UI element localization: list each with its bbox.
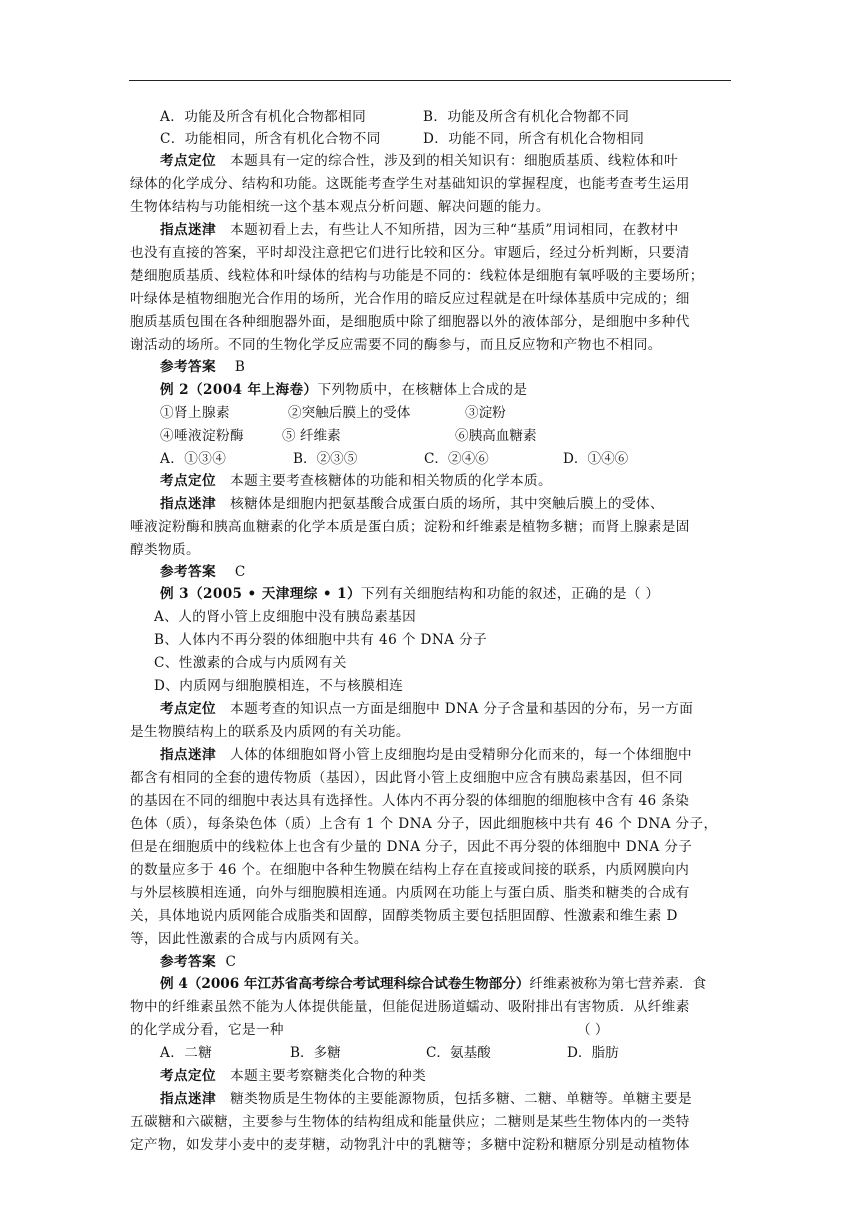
q4-kd-label: 考点定位 (160, 1068, 216, 1084)
q2-item-2: ②突触后膜上的受体 (288, 405, 411, 421)
q1-zd-line-3: 楚细胞质基质、线粒体和叶绿体的结构与功能是不同的：线粒体是细胞有氧呼吸的主要场所； (130, 268, 704, 284)
q3-title: 例 3（2005 • 天津理综 • 1） (160, 586, 361, 602)
q2-zd-line-2: 唾液淀粉酶和胰高血糖素的化学本质是蛋白质；淀粉和纤维素是植物多糖；而肾上腺素是固 (130, 519, 690, 535)
q1-zd-line-4: 叶绿体是植物细胞光合作用的场所，光合作用的暗反应过程就是在叶绿体基质中完成的；细 (130, 291, 690, 307)
q1-answer-label: 参考答案 (160, 359, 216, 375)
q2-answer-label: 参考答案 (160, 564, 216, 580)
q2-answer (160, 562, 246, 584)
q3-zd-label: 指点迷津 (160, 747, 216, 763)
q3-option-a: A、人的肾小管上皮细胞中没有胰岛素基因 (154, 609, 417, 625)
q4-option-d: D．脂肪 (567, 1045, 619, 1061)
q1-zd-line-2: 也没有直接的答案，平时却没注意把它们进行比较和区分。审题后，经过分析判断，只要清 (130, 245, 690, 261)
q4-option-a: A．二糖 (160, 1045, 213, 1061)
q1-kd-line-1: 考点定位 本题具有一定的综合性，涉及到的相关知识有：细胞质基质、线粒体和叶 (160, 153, 678, 169)
q2-title: 例 2（2004 年上海卷） (160, 382, 318, 398)
q3-zd-line-2: 都含有相同的全套的遗传物质（基因），因此肾小管上皮细胞中应含有胰岛素基因，但不同 (130, 770, 683, 786)
q1-option-c: C．功能相同，所含有机化合物不同 (160, 131, 381, 147)
q4-stem-line-3: 的化学成分看，它是一种 (130, 1022, 284, 1038)
q2-answer-value: C (234, 564, 246, 580)
q3-zd-line-5: 但是在细胞质中的线粒体上也含有少量的 DNA 分子，因此不再分裂的体细胞中 DNA 分子 (130, 839, 693, 855)
q1-zd-label: 指点迷津 (160, 222, 216, 238)
q3-zd-line-9: 等，因此性激素的合成与内质网有关。 (130, 931, 368, 947)
q3-option-d: D、内质网与细胞膜相连，不与核膜相连 (154, 678, 404, 694)
q2-item-4: ④唾液淀粉酶 (160, 428, 244, 444)
q2-kd: 考点定位 本题主要考查核糖体的功能和相关物质的化学本质。 (160, 473, 553, 489)
q4-answer-blank: （ ） (577, 1022, 609, 1038)
q4-option-c: C．氨基酸 (426, 1045, 491, 1061)
q3-answer (160, 952, 236, 974)
q1-answer (160, 357, 245, 379)
q1-option-d: D．功能不同，所含有机化合物相同 (423, 131, 645, 147)
q2-zd-line-3: 醇类物质。 (130, 542, 200, 558)
q2-zd-label: 指点迷津 (160, 496, 216, 512)
q1-kd-label: 考点定位 (160, 153, 216, 169)
q4-title: 例 4（2006 年江苏省高考综合考试理科综合试卷生物部分） (160, 976, 530, 992)
q3-zd-line-8: 关，具体地说内质网能合成脂类和固醇，固醇类物质主要包括胆固醇、性激素和维生素 D (130, 908, 678, 924)
q3-stem: 例 3（2005 • 天津理综 • 1）下列有关细胞结构和功能的叙述，正确的是（ ） (160, 586, 660, 602)
q3-zd-line-4: 色体（质），每条染色体（质）上含有 1 个 DNA 分子，因此细胞核中共有 46 个 DNA 分子， (130, 816, 718, 832)
q3-answer-label: 参考答案 (160, 954, 216, 970)
q1-option-b: B．功能及所含有机化合物都不同 (423, 109, 630, 125)
q2-item-6: ⑥胰高血糖素 (455, 428, 537, 444)
q3-answer-value: C (225, 954, 237, 970)
q2-stem: 例 2（2004 年上海卷）下列物质中，在核糖体上合成的是 (160, 382, 528, 398)
q4-zd-line-3: 定产物，如发芽小麦中的麦芽糖，动物乳汁中的乳糖等；多糖中淀粉和糖原分别是动植物体 (130, 1137, 690, 1153)
q4-option-b: B．多糖 (290, 1045, 341, 1061)
q3-option-c: C、性激素的合成与内质网有关 (154, 655, 347, 671)
q4-stem-line-1: 例 4（2006 年江苏省高考综合考试理科综合试卷生物部分）纤维素被称为第七营养素．食 (160, 976, 707, 992)
q2-zd-line-1: 指点迷津 核糖体是细胞内把氨基酸合成蛋白质的场所，其中突触后膜上的受体、 (160, 496, 664, 512)
q4-kd: 考点定位 本题主要考察糖类化合物的种类 (160, 1068, 427, 1084)
q4-zd-line-2: 五碳糖和六碳糖，主要参与生物体的结构组成和能量供应；二糖则是某些生物体内的一类特 (130, 1114, 690, 1130)
q2-item-1: ①肾上腺素 (160, 405, 230, 421)
q2-option-a: A．①③④ (160, 451, 227, 467)
q3-zd-line-6: 的数量应多于 46 个。在细胞中各种生物膜在结构上存在直接或间接的联系，内质网膜向内 (130, 862, 690, 878)
q3-zd-line-3: 的基因在不同的细胞中表达具有选择性。人体内不再分裂的体细胞的细胞核中含有 46 条染 (130, 793, 690, 809)
q1-zd-line-5: 胞质基质包围在各种细胞器外面，是细胞质中除了细胞器以外的液体部分，是细胞中多种代 (130, 314, 690, 330)
q3-kd-line-2: 是生物膜结构上的联系及内质网的有关功能。 (130, 724, 410, 740)
q3-zd-line-1: 指点迷津 人体的体细胞如肾小管上皮细胞均是由受精卵分化而来的，每一个体细胞中 (160, 747, 692, 763)
q3-kd-line-1: 考点定位 本题考查的知识点一方面是细胞中 DNA 分子含量和基因的分布，另一方面 (160, 701, 694, 717)
q1-option-a: A．功能及所含有机化合物都相同 (160, 109, 367, 125)
q1-answer-value: B (234, 359, 246, 375)
q1-zd-line-1: 指点迷津 本题初看上去，有些让人不知所措，因为三种“基质”用词相同，在教材中 (160, 222, 679, 238)
q1-kd-line-2: 绿体的化学成分、结构和功能。这既能考查学生对基础知识的掌握程度，也能考查考生运用 (130, 176, 690, 192)
q3-option-b: B、人体内不再分裂的体细胞中共有 46 个 DNA 分子 (154, 632, 488, 648)
q2-item-3: ③淀粉 (465, 405, 506, 421)
q1-kd-line-3: 生物体结构与功能相统一这个基本观点分析问题、解决问题的能力。 (130, 199, 550, 215)
q2-option-c: C．②④⑥ (424, 451, 489, 467)
q4-zd-line-1: 指点迷津 糖类物质是生物体的主要能源物质，包括多糖、二糖、单糖等。单糖主要是 (160, 1091, 692, 1107)
header-rule (129, 80, 731, 81)
q2-kd-label: 考点定位 (160, 473, 216, 489)
q3-kd-label: 考点定位 (160, 701, 216, 717)
q1-zd-line-6: 谢活动的场所。不同的生物化学反应需要不同的酶参与，而且反应物和产物也不相同。 (130, 337, 662, 353)
q4-stem-line-2: 物中的纤维素虽然不能为人体提供能量，但能促进肠道蠕动、吸附排出有害物质．从纤维素 (130, 999, 690, 1015)
q4-zd-label: 指点迷津 (160, 1091, 216, 1107)
q2-option-b: B．②③⑤ (293, 451, 358, 467)
q2-item-5: ⑤ 纤维素 (282, 428, 341, 444)
q3-zd-line-7: 与外层核膜相连通，向外与细胞膜相连通。内质网在功能上与蛋白质、脂类和糖类的合成有 (130, 885, 690, 901)
q2-option-d: D．①④⑥ (563, 451, 629, 467)
